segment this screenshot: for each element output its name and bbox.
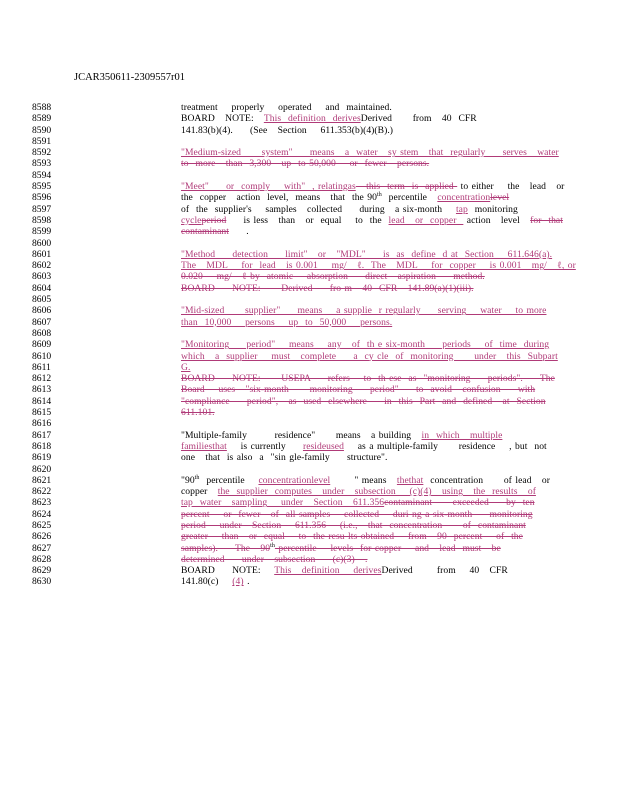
deleted-text: Board uses "six-month monitoring period" to avoid confusion with	[181, 384, 536, 396]
document-line	[0, 396, 618, 407]
line-number: 8610	[32, 350, 52, 362]
line-number: 8588	[32, 102, 52, 113]
inserted-text: relatingas	[317, 181, 356, 193]
line-number: 8627	[32, 542, 52, 554]
line-number: 8589	[32, 113, 52, 125]
body-text: as a multiple-family residence , but not	[343, 440, 547, 452]
inserted-text: "Method detection limit" or "MDL" is as define d at Section 611.646(a).	[181, 248, 553, 260]
document-line	[0, 249, 618, 260]
line-text	[181, 317, 541, 328]
document-line	[0, 113, 618, 124]
document-line	[0, 317, 618, 328]
inserted-text: The MDL for lead is 0.001 mg/ ℓ. The MDL for copper is 0.001 mg/ ℓ, or	[181, 260, 576, 272]
document-line	[0, 136, 618, 147]
line-number: 8599	[32, 226, 52, 238]
body-text: BOARD NOTE:	[181, 113, 264, 125]
body-text: "90	[181, 474, 195, 486]
line-text	[181, 125, 541, 136]
line-number: 8596	[32, 192, 52, 204]
body-text: is currently	[226, 440, 303, 452]
inserted-text: cycle	[181, 214, 202, 226]
line-text	[181, 543, 541, 554]
line-number: 8600	[32, 237, 52, 249]
line-number: 8590	[32, 124, 52, 136]
line-number: 8611	[32, 361, 51, 373]
body-text: concentration of lead or	[423, 474, 550, 486]
document-line	[0, 373, 618, 384]
inserted-text: (4)	[232, 576, 244, 588]
body-text: copper	[181, 486, 218, 498]
line-text	[181, 565, 541, 576]
deleted-text: period	[201, 214, 227, 226]
inserted-text: in which multiple	[421, 429, 503, 441]
line-text	[181, 192, 541, 203]
line-text	[181, 260, 576, 272]
body-text: Derived	[381, 565, 413, 577]
body-text: 141.83(b)(4). (See Section 611.353(b)(4)(B).)	[181, 124, 394, 136]
document-line	[0, 565, 618, 576]
body-text: BOARD NOTE:	[181, 565, 275, 577]
document-line	[0, 339, 618, 350]
line-text	[181, 520, 541, 531]
line-number: 8628	[32, 553, 52, 565]
document-line	[0, 158, 618, 169]
line-text	[181, 430, 541, 441]
document-line	[0, 125, 618, 136]
line-text	[181, 226, 541, 237]
document-line	[0, 294, 618, 305]
line-text	[181, 373, 555, 385]
deleted-text: period under Section 611.356 (i.e., that concentration of contaminant	[181, 519, 526, 531]
line-number: 8598	[32, 214, 52, 226]
line-number: 8597	[32, 203, 52, 215]
deleted-text: percent or fewer of all samples collected duri ng a six-month monitoring	[181, 508, 533, 520]
inserted-text: "Mid-sized supplier" means a supplie r regularly serving water to more	[181, 305, 547, 317]
line-text	[181, 554, 541, 565]
line-number: 8591	[32, 135, 52, 147]
line-text	[181, 350, 558, 362]
inserted-text: concentration	[437, 192, 491, 204]
body-text: the copper action level, means that the 90	[181, 192, 377, 204]
line-text	[181, 576, 541, 587]
line-number: 8595	[32, 181, 52, 193]
document-id: JCAR350611-2309557r01	[74, 72, 186, 83]
line-text	[181, 531, 541, 542]
body-text: one that is also a "sin gle-family structure".	[181, 452, 388, 464]
document-body	[0, 102, 618, 588]
line-text	[181, 384, 541, 395]
document-line	[0, 204, 618, 215]
body-text: of the supplier's samples collected during a six-month	[181, 203, 456, 215]
document-line	[0, 147, 618, 158]
line-text	[181, 407, 541, 418]
line-number: 8623	[32, 497, 52, 509]
line-number: 8624	[32, 508, 52, 520]
line-text	[181, 362, 541, 373]
document-line	[0, 543, 618, 554]
body-text: percentile	[381, 192, 438, 204]
document-line	[0, 351, 618, 362]
inserted-text: "Meet" or comply with" ,	[181, 181, 318, 193]
inserted-text: which a supplier must complete a cy cle of monitoring under this Subpart	[181, 350, 558, 362]
document-line	[0, 486, 618, 497]
document-line	[0, 305, 618, 316]
line-number: 8601	[32, 248, 52, 260]
body-text: to either the lead or	[457, 181, 565, 193]
deleted-text: 0.020 mg/ ℓ by atomic absorption direct aspiration method.	[181, 271, 485, 283]
body-text: is less than or equal to the	[226, 214, 389, 226]
deleted-text: this term is applied	[355, 181, 458, 193]
body-text: 141.80(c)	[181, 576, 233, 588]
deleted-text: BOARD NOTE: USEPA refers to th ese as "monitoring periods". The	[181, 373, 555, 385]
line-number: 8617	[32, 429, 52, 441]
line-number: 8609	[32, 339, 52, 351]
superscript: th	[270, 542, 275, 549]
deleted-text: "compliance period", as used elsewhere in this Part and defined at Section	[181, 395, 546, 407]
inserted-text: resideused	[302, 440, 344, 452]
line-number: 8602	[32, 260, 52, 272]
line-text	[181, 181, 565, 193]
line-text	[181, 283, 541, 294]
line-text	[181, 452, 541, 463]
line-text	[181, 271, 541, 282]
line-number: 8629	[32, 565, 52, 577]
inserted-text: thethat	[396, 474, 424, 486]
document-line	[0, 475, 618, 486]
inserted-text: "Monitoring period" means any of th e six-month periods of time during	[181, 339, 550, 351]
body-text: .	[243, 576, 250, 588]
line-text	[181, 440, 547, 452]
line-number: 8608	[32, 327, 52, 339]
document-line	[0, 531, 618, 542]
deleted-text: level	[490, 192, 510, 204]
line-number: 8613	[32, 384, 52, 396]
document-line	[0, 430, 618, 441]
document-line	[0, 102, 618, 113]
document-line	[0, 464, 618, 475]
line-number: 8606	[32, 305, 52, 317]
inserted-text: familiesthat	[181, 440, 227, 452]
line-number: 8622	[32, 486, 52, 498]
document-line	[0, 362, 618, 373]
document-line	[0, 238, 618, 249]
line-text	[181, 147, 559, 159]
document-line	[0, 554, 618, 565]
line-number: 8615	[32, 407, 52, 419]
line-text	[181, 158, 541, 169]
line-number: 8592	[32, 147, 52, 159]
line-text	[181, 113, 541, 124]
body-text: " means	[330, 474, 397, 486]
line-text	[181, 204, 541, 215]
body-text: from 40 CFR	[412, 565, 508, 577]
line-text	[181, 305, 547, 317]
document-line	[0, 418, 618, 429]
line-number: 8625	[32, 519, 52, 531]
deleted-text: contaminant	[181, 226, 229, 238]
body-text: treatment properly operated and maintained.	[181, 102, 392, 113]
line-number: 8604	[32, 282, 52, 294]
inserted-text: lead or copper	[388, 214, 464, 226]
line-number: 8618	[32, 440, 52, 452]
line-number: 8619	[32, 452, 52, 464]
deleted-text: determined under subsection (c)(3) .	[181, 553, 368, 565]
deleted-text: percentile levels for copper and lead must be	[274, 542, 501, 554]
document-line	[0, 192, 618, 203]
line-number: 8605	[32, 294, 52, 306]
line-number: 8593	[32, 158, 52, 170]
document-line	[0, 497, 618, 508]
line-number: 8616	[32, 418, 52, 430]
document-line	[0, 181, 618, 192]
deleted-text: to more than 3,300 up to 50,000 or fewer persons.	[181, 158, 430, 170]
document-line	[0, 520, 618, 531]
document-line	[0, 226, 618, 237]
inserted-text: "Medium-sized system" means a water sy stem that regularly serves water	[181, 147, 559, 159]
line-number: 8603	[32, 271, 52, 283]
line-number: 8630	[32, 576, 52, 588]
line-text	[181, 497, 541, 508]
document-line	[0, 452, 618, 463]
body-text: percentile	[199, 474, 259, 486]
line-number: 8594	[32, 169, 52, 181]
superscript: th	[194, 474, 200, 481]
body-text: .	[228, 226, 249, 238]
document-line	[0, 576, 618, 587]
body-text: monitoring	[467, 203, 518, 215]
line-number: 8620	[32, 463, 52, 475]
deleted-text: for that	[530, 214, 563, 226]
inserted-text: than 10,000 persons up to 50,000 persons.	[181, 316, 393, 328]
document-line	[0, 260, 618, 271]
line-text	[181, 395, 546, 407]
document-line	[0, 509, 618, 520]
line-text	[181, 486, 541, 497]
document-line	[0, 328, 618, 339]
deleted-text: 611.101.	[181, 407, 215, 419]
inserted-text: tap	[455, 203, 468, 215]
inserted-text: G.	[181, 361, 191, 373]
inserted-text: This definition derives	[263, 113, 361, 125]
line-number: 8612	[32, 373, 52, 385]
deleted-text: samples). The 90	[181, 542, 271, 554]
document-line	[0, 271, 618, 282]
document-line	[0, 283, 618, 294]
line-number: 8626	[32, 531, 52, 543]
line-text	[181, 102, 541, 113]
deleted-text: contaminant exceeded by ten	[384, 497, 535, 509]
line-number: 8614	[32, 395, 52, 407]
line-number: 8621	[32, 474, 52, 486]
document-line	[0, 170, 618, 181]
inserted-text: the supplier computes under subsection (c)(4) using the results of	[217, 486, 536, 498]
line-text	[181, 214, 563, 226]
line-number: 8607	[32, 316, 52, 328]
superscript: th	[377, 192, 382, 199]
inserted-text: tap water sampling under Section 611.356	[181, 497, 385, 509]
document-line	[0, 215, 618, 226]
line-text	[181, 339, 550, 351]
inserted-text: This definition derives	[274, 565, 382, 577]
body-text: from 40 CFR	[392, 113, 477, 125]
document-line	[0, 407, 618, 418]
document-line	[0, 441, 618, 452]
line-text	[181, 474, 550, 486]
body-text: "Multiple-family residence" means a building	[181, 429, 422, 441]
body-text: Derived	[360, 113, 392, 125]
line-text	[181, 509, 541, 520]
document-line	[0, 384, 618, 395]
body-text: action level	[463, 214, 531, 226]
inserted-text: concentrationlevel	[258, 474, 331, 486]
deleted-text: BOARD NOTE: Derived fro m 40 CFR 141.89(a)(1)(iii).	[181, 282, 474, 294]
deleted-text: greater than or equal to the resu lts obtained from 90 percent of the	[181, 531, 523, 543]
line-text	[181, 248, 553, 260]
